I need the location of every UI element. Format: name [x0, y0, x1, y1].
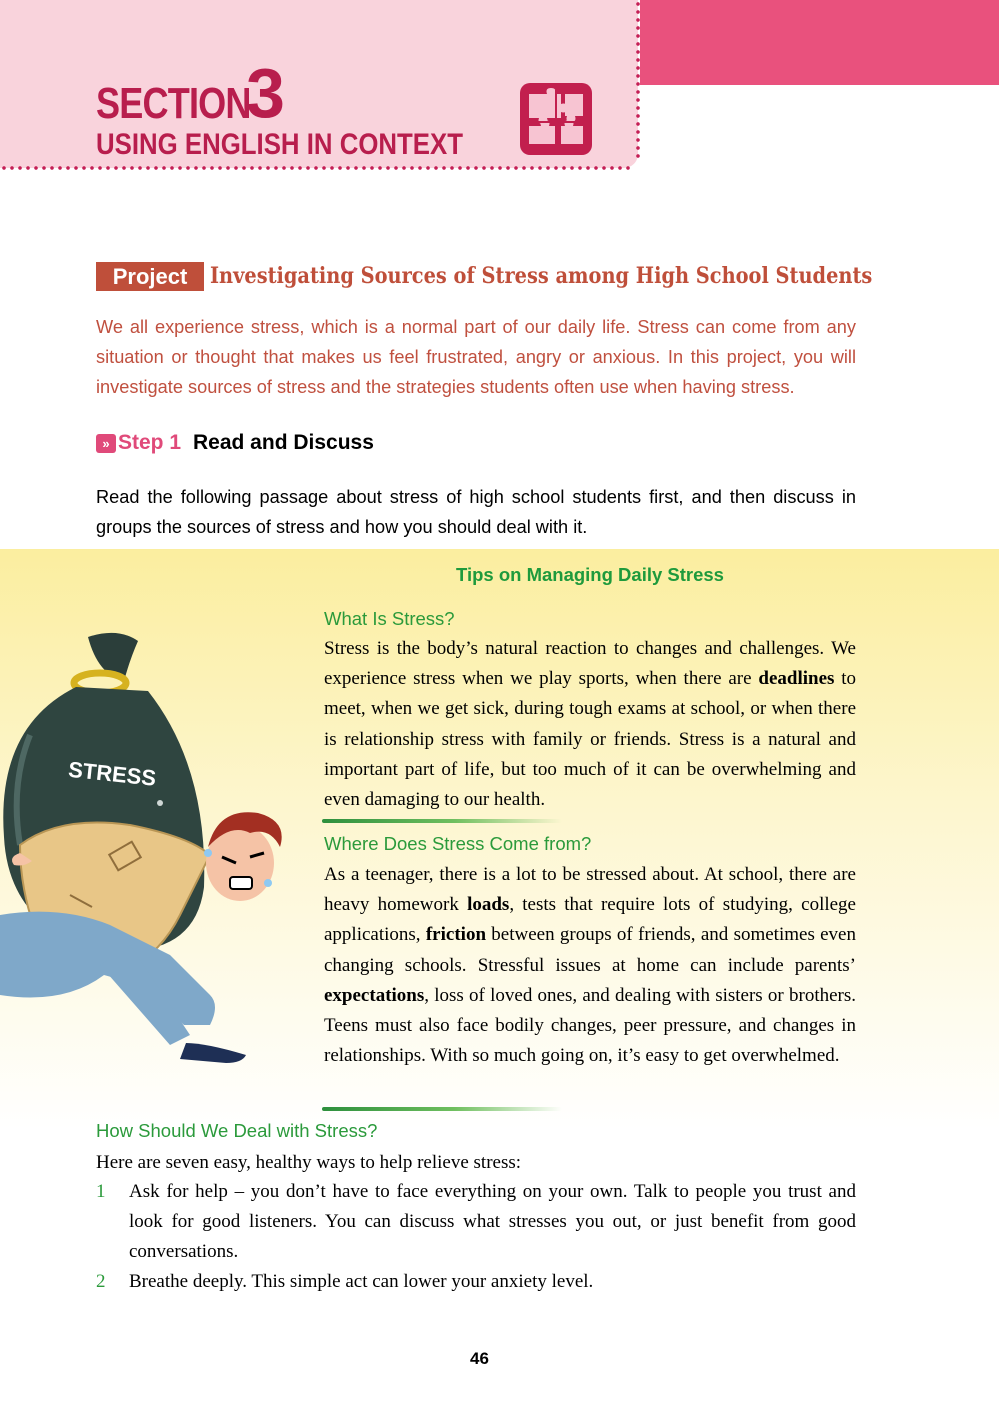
dotted-border-bottom — [0, 165, 630, 171]
step-instruction: Read the following passage about stress of high school students first, and then discuss in groups the sources of stress and how you should deal with it. — [96, 487, 856, 537]
page-number: 46 — [470, 1349, 489, 1368]
keyword-deadlines: deadlines — [758, 668, 835, 690]
project-title: Investigating Sources of Stress among High School Students — [210, 263, 873, 289]
project-badge: Project — [96, 262, 204, 291]
section-divider — [322, 819, 562, 823]
puzzle-icon — [519, 82, 593, 156]
section-subtitle: USING ENGLISH IN CONTEXT — [96, 128, 463, 161]
list-item: Ask for help – you don’t have to face everything on your own. Talk to people you trust and look for good listeners. You can discuss what stresses you out, or just benefit from good conversations. — [129, 1181, 856, 1262]
keyword-expectations: expectations — [324, 984, 425, 1006]
section-number: 3 — [246, 54, 285, 132]
paragraph-stress-sources: As a teenager, there is a lot to be stressed about. At school, there are heavy homework loads, tests that require lots of studying, college applications, friction between groups of friends, and sometimes even changing schools. Stressful issues at home can include parents’ expectations, loss of loved ones, and dealing with sisters or brothers. Teens must also face bodily changes, peer pressure, and changes in relationships. With so much going on, it’s easy to get overwhelmed. — [324, 864, 856, 1067]
step-title: Read and Discuss — [193, 431, 374, 454]
header-accent-block — [640, 0, 999, 85]
passage-title: Tips on Managing Daily Stress — [456, 564, 724, 585]
double-chevron-icon: » — [96, 434, 116, 453]
list-item: Breathe deeply. This simple act can lower your anxiety level. — [129, 1271, 594, 1292]
tips-intro: Here are seven easy, healthy ways to help relieve stress: — [96, 1152, 522, 1173]
keyword-loads: loads — [467, 894, 510, 916]
list-number: 2 — [96, 1271, 106, 1292]
project-intro: We all experience stress, which is a normal part of our daily life. Stress can come from any situation or thought that makes us feel frustrated, angry or anxious. In this project, you will investigate sources of stress and the strategies students often use when having stress. — [96, 317, 856, 397]
keyword-friction: friction — [425, 924, 487, 946]
step-label: Step 1 — [118, 431, 182, 454]
heading-where-stress-comes-from: Where Does Stress Come from? — [324, 833, 592, 854]
stressed-man-illustration — [0, 615, 320, 1075]
paragraph-what-is-stress: Stress is the body’s natural reaction to changes and challenges. We experience stress when we play sports, when there are deadlines to meet, when we get sick, during tough exams at school, or when there is relationship stress with family or friends. Stress is a natural and important part of life, but too much of it can be overwhelming and even damaging to our health. — [324, 638, 857, 811]
list-number: 1 — [96, 1181, 106, 1202]
section-divider — [322, 1107, 562, 1111]
stress-bag-label: STRESS — [67, 756, 158, 791]
section-label: SECTION — [96, 79, 251, 128]
heading-what-is-stress: What Is Stress? — [324, 608, 455, 629]
heading-deal-with-stress: How Should We Deal with Stress? — [96, 1120, 378, 1141]
